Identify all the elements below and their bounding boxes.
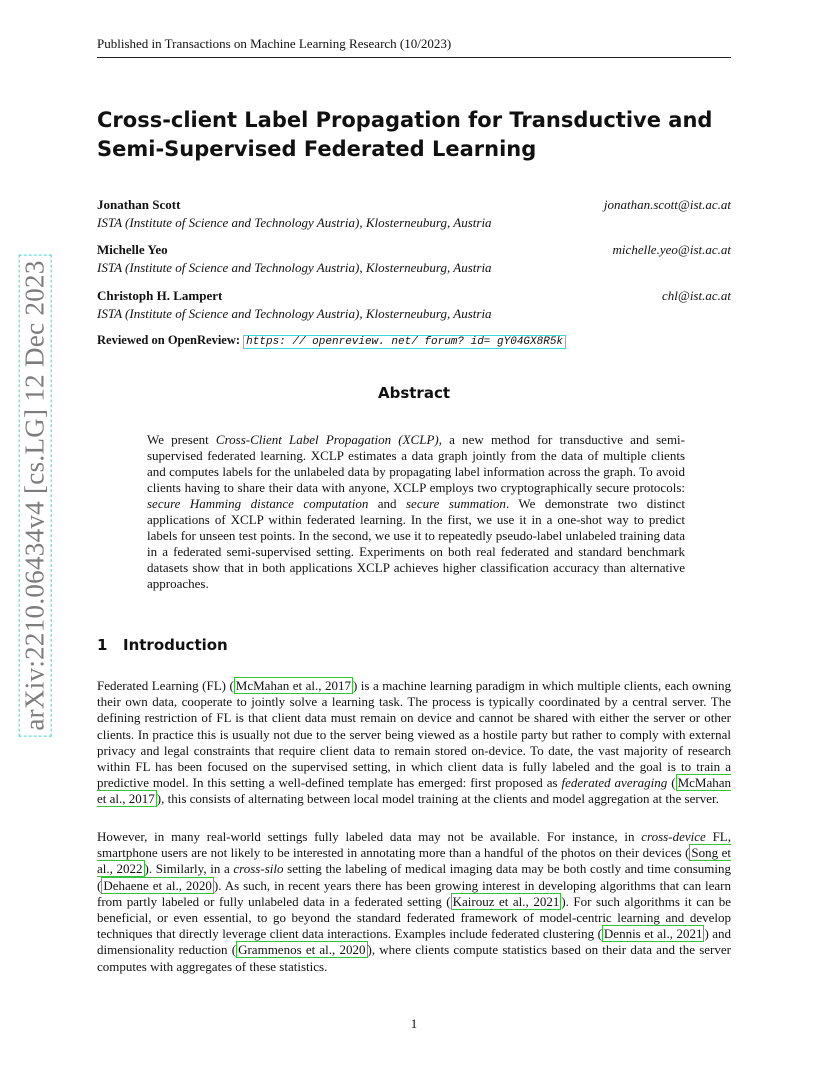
citation-author: McMahan et al. bbox=[235, 678, 319, 693]
citation-author: Dehaene et al. bbox=[103, 877, 179, 893]
text-part: Federated Learning (FL) ( bbox=[97, 678, 234, 693]
citation-author: Kairouz et al. bbox=[452, 893, 526, 909]
citation-author: McMahan et al. bbox=[97, 775, 731, 807]
text-part: However, in many real-world settings fully labeled data may not be available. For instance, in bbox=[97, 829, 642, 844]
section-heading-introduction bbox=[97, 636, 228, 654]
citation-link[interactable]: Dehaene et al., 2020 bbox=[103, 877, 212, 893]
author-block-1 bbox=[97, 197, 731, 231]
citation-year: 2017 bbox=[324, 678, 351, 693]
emphasis: cross-device bbox=[641, 829, 706, 844]
emphasis: federated averaging bbox=[561, 775, 668, 791]
author-affiliation: ISTA (Institute of Science and Technology Austria), Klosterneuburg, Austria bbox=[97, 215, 492, 230]
paper-title: Cross-client Label Propagation for Transductive and Semi-Supervised Federated Learning bbox=[97, 108, 713, 161]
author-affiliation: ISTA (Institute of Science and Technology Austria), Klosterneuburg, Austria bbox=[97, 260, 492, 275]
author-email[interactable]: michelle.yeo@ist.ac.at bbox=[612, 242, 731, 257]
abstract-emphasis: Cross-Client Label Propagation (XCLP) bbox=[215, 432, 439, 447]
text-part: setting the labeling of medical imaging data may be both costly and time consuming ( bbox=[97, 861, 731, 893]
openreview-link[interactable]: https: // openreview. net/ forum? id= gY04GX8R5k bbox=[243, 335, 566, 349]
author-name: Jonathan Scott bbox=[97, 197, 181, 212]
author-email[interactable]: chl@ist.ac.at bbox=[661, 288, 731, 303]
running-head: Published in Transactions on Machine Learning Research (10/2023) bbox=[97, 36, 731, 58]
citation-link[interactable]: Grammenos et al., 2020 bbox=[238, 942, 366, 958]
citation-link[interactable]: Song et al., 2022 bbox=[97, 845, 731, 877]
text-part: ), where clients compute statistics based on their data and the server computes with aggregates of these statistics. bbox=[97, 942, 731, 974]
intro-paragraph-1 bbox=[97, 678, 731, 808]
text-part: FL, smartphone users are not likely to be interested in annotating more than a handful of the photos on their devices ( bbox=[97, 829, 731, 861]
abstract-text-part: We present bbox=[147, 432, 216, 447]
text-part: ) and dimensionality reduction ( bbox=[97, 926, 732, 958]
intro-paragraph-2 bbox=[97, 829, 731, 975]
text-part: ( bbox=[667, 775, 676, 791]
text-part: ) is a machine learning paradigm in which multiple clients, each owning their own data, cooperate to jointly solve a learning task. The process is typically coordinated by a central server. The defining restriction of FL is that client data must remain on device and cannot be shared with either the server or other clients. In practice this is usually not due to the server being viewed as a hostile party but rather to comply with external privacy and legal constraints that require client data to remain stored on-device. To date, the vast majority of research within FL has been focused on the supervised setting, in which client data is fully labeled and the goal is to train a predictive model. In this setting a well-defined template has emerged: first proposed as bbox=[97, 678, 732, 791]
arxiv-side-stamp bbox=[19, 255, 50, 735]
citation-link[interactable]: McMahan et al., 2017 bbox=[235, 678, 351, 693]
section-title: Introduction bbox=[123, 636, 228, 654]
abstract-text-part: and bbox=[368, 496, 406, 511]
citation-author: Dennis et al. bbox=[603, 926, 670, 942]
review-label: Reviewed on OpenReview: bbox=[97, 333, 241, 347]
citation-author: Song et al. bbox=[97, 845, 731, 877]
abstract-text bbox=[147, 432, 685, 592]
author-block-3 bbox=[97, 288, 731, 322]
page-number: 1 bbox=[410, 1016, 418, 1031]
abstract-heading: Abstract bbox=[377, 384, 451, 402]
citation-link[interactable]: McMahan et al., 2017 bbox=[97, 775, 731, 807]
citation-year: 2022 bbox=[116, 861, 143, 877]
text-part: ), this consists of alternating between local model training at the clients and model aggregation at the server. bbox=[156, 791, 719, 807]
text-part: ). Similarly, in a bbox=[144, 861, 234, 877]
citation-link[interactable]: Kairouz et al., 2021 bbox=[452, 893, 560, 909]
author-affiliation: ISTA (Institute of Science and Technology Austria), Klosterneuburg, Austria bbox=[97, 306, 492, 321]
citation-year: 2021 bbox=[676, 926, 703, 942]
author-email[interactable]: jonathan.scott@ist.ac.at bbox=[603, 197, 731, 212]
author-name: Michelle Yeo bbox=[97, 242, 168, 257]
abstract-emphasis: secure summation bbox=[405, 496, 506, 511]
citation-year: 2020 bbox=[339, 942, 366, 958]
text-part: ). For such algorithms it can be beneficial, or even essential, to go beyond the standard federated framework of model-centric learning and develop techniques that directly leverage client data interactions. Examples include federated clustering ( bbox=[97, 893, 732, 942]
author-name: Christoph H. Lampert bbox=[97, 288, 223, 303]
citation-year: 2017 bbox=[128, 791, 155, 807]
abstract-text-part: , a new method for transductive and semi-supervised federated learning. XCLP estimates a data graph jointly from the data of multiple clients and computes labels for the unlabeled data by propagating label information across the graph. To avoid clients having to share their data with anyone, XCLP employs two cryptographically secure protocols: bbox=[147, 432, 686, 495]
abstract-emphasis: secure Hamming distance computation bbox=[147, 496, 369, 511]
arxiv-identifier: arXiv:2210.06434v4 [cs.LG] 12 Dec 2023 bbox=[19, 254, 52, 736]
citation-year: 2020 bbox=[185, 877, 212, 893]
citation-year: 2021 bbox=[533, 893, 560, 909]
emphasis: cross-silo bbox=[233, 861, 284, 877]
citation-author: Grammenos et al. bbox=[238, 942, 333, 958]
citation-link[interactable]: Dennis et al., 2021 bbox=[603, 926, 703, 942]
text-part: ). As such, in recent years there has been growing interest in developing algorithms that can learn from partly labeled or fully unlabeled data in a federated setting ( bbox=[97, 877, 731, 909]
review-line bbox=[97, 333, 566, 348]
section-number: 1 bbox=[97, 636, 108, 654]
author-block-2 bbox=[97, 242, 731, 276]
abstract-text-part: . We demonstrate two distinct applications of XCLP within federated learning. In the first, we use it in a one-shot way to predict labels for unseen test points. In the second, we use it to repeatedly pseudo-label unlabeled training data in a federated semi-supervised setting. Experiments on both real federated and standard benchmark datasets show that in both applications XCLP achieves higher classification accuracy than alternative approaches. bbox=[147, 496, 685, 591]
